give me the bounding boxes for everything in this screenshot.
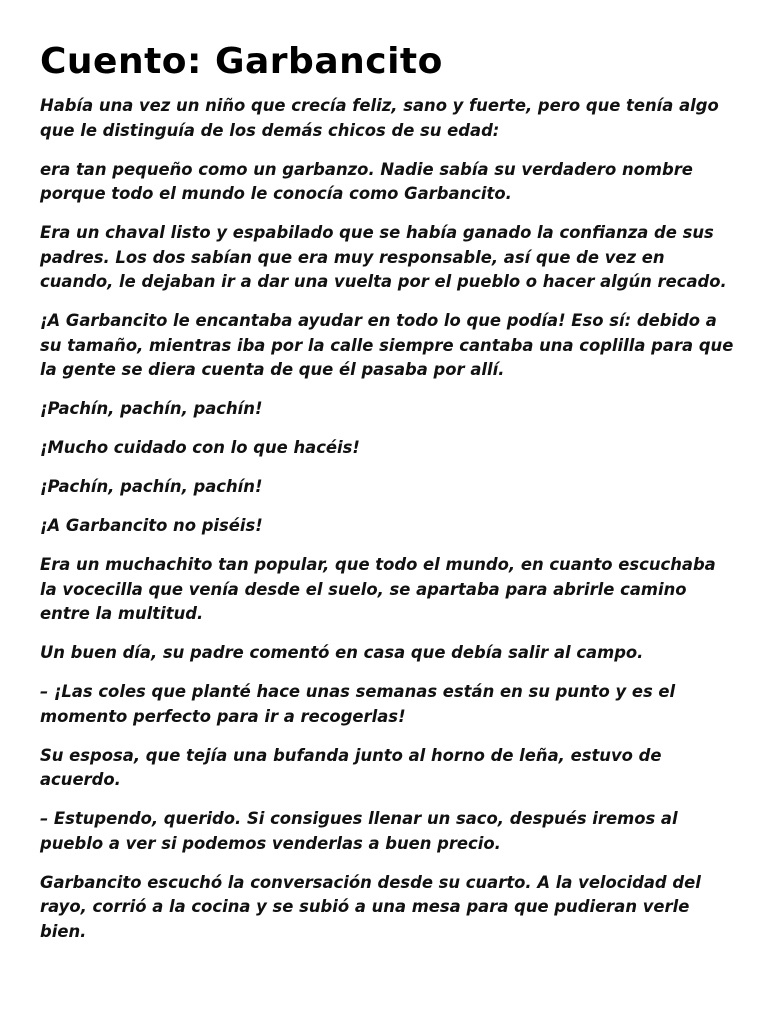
- song-line-2: ¡Mucho cuidado con lo que hacéis!: [40, 438, 360, 457]
- paragraph-8: Garbancito escuchó la conversación desde su cuarto. A la velocidad del rayo, corrió a la cocina y se subió a una mesa para que pudieran verle bien.: [40, 872, 701, 941]
- dialogue-father: – ¡Las coles que planté hace unas semanas están en su punto y es el momento perfecto para ir a recogerlas!: [40, 682, 676, 726]
- paragraph-5: Era un muchachito tan popular, que todo el mundo, en cuanto escuchaba la vocecilla que venía desde el suelo, se apartaba para abrirle camino entre la multitud.: [40, 555, 716, 623]
- document-page: [40, 36, 734, 959]
- dialogue-mother: – Estupendo, querido. Si consigues llenar un saco, después iremos al pueblo a ver si podemos venderlas a buen precio.: [40, 809, 678, 853]
- paragraph-7: Su esposa, que tejía una bufanda junto al horno de leña, estuvo de acuerdo.: [40, 745, 662, 789]
- page-title: Cuento: Garbancito: [40, 41, 443, 82]
- paragraph-2: era tan pequeño como un garbanzo. Nadie sabía su verdadero nombre porque todo el mundo le conocía como Garbancito.: [40, 159, 693, 203]
- song-line-1: ¡Pachín, pachín, pachín!: [40, 399, 263, 418]
- song-line-3: ¡Pachín, pachín, pachín!: [40, 477, 263, 496]
- story-body: [40, 94, 734, 944]
- paragraph-3: Era un chaval listo y espabilado que se había ganado la confianza de sus padres. Los dos sabían que era muy responsable, así que de vez en cuando, le dejaban ir a dar una vuelta por el pueblo o hacer algún recado.: [40, 223, 727, 291]
- song-line-4: ¡A Garbancito no piséis!: [40, 516, 263, 535]
- paragraph-6: Un buen día, su padre comentó en casa que debía salir al campo.: [40, 643, 644, 662]
- paragraph-1: Había una vez un niño que crecía feliz, sano y fuerte, pero que tenía algo que le distinguía de los demás chicos de su edad:: [40, 96, 719, 140]
- paragraph-4: ¡A Garbancito le encantaba ayudar en todo lo que podía! Eso sí: debido a su tamaño, mientras iba por la calle siempre cantaba una coplilla para que la gente se diera cuenta de que él pasaba por allí.: [40, 311, 734, 379]
